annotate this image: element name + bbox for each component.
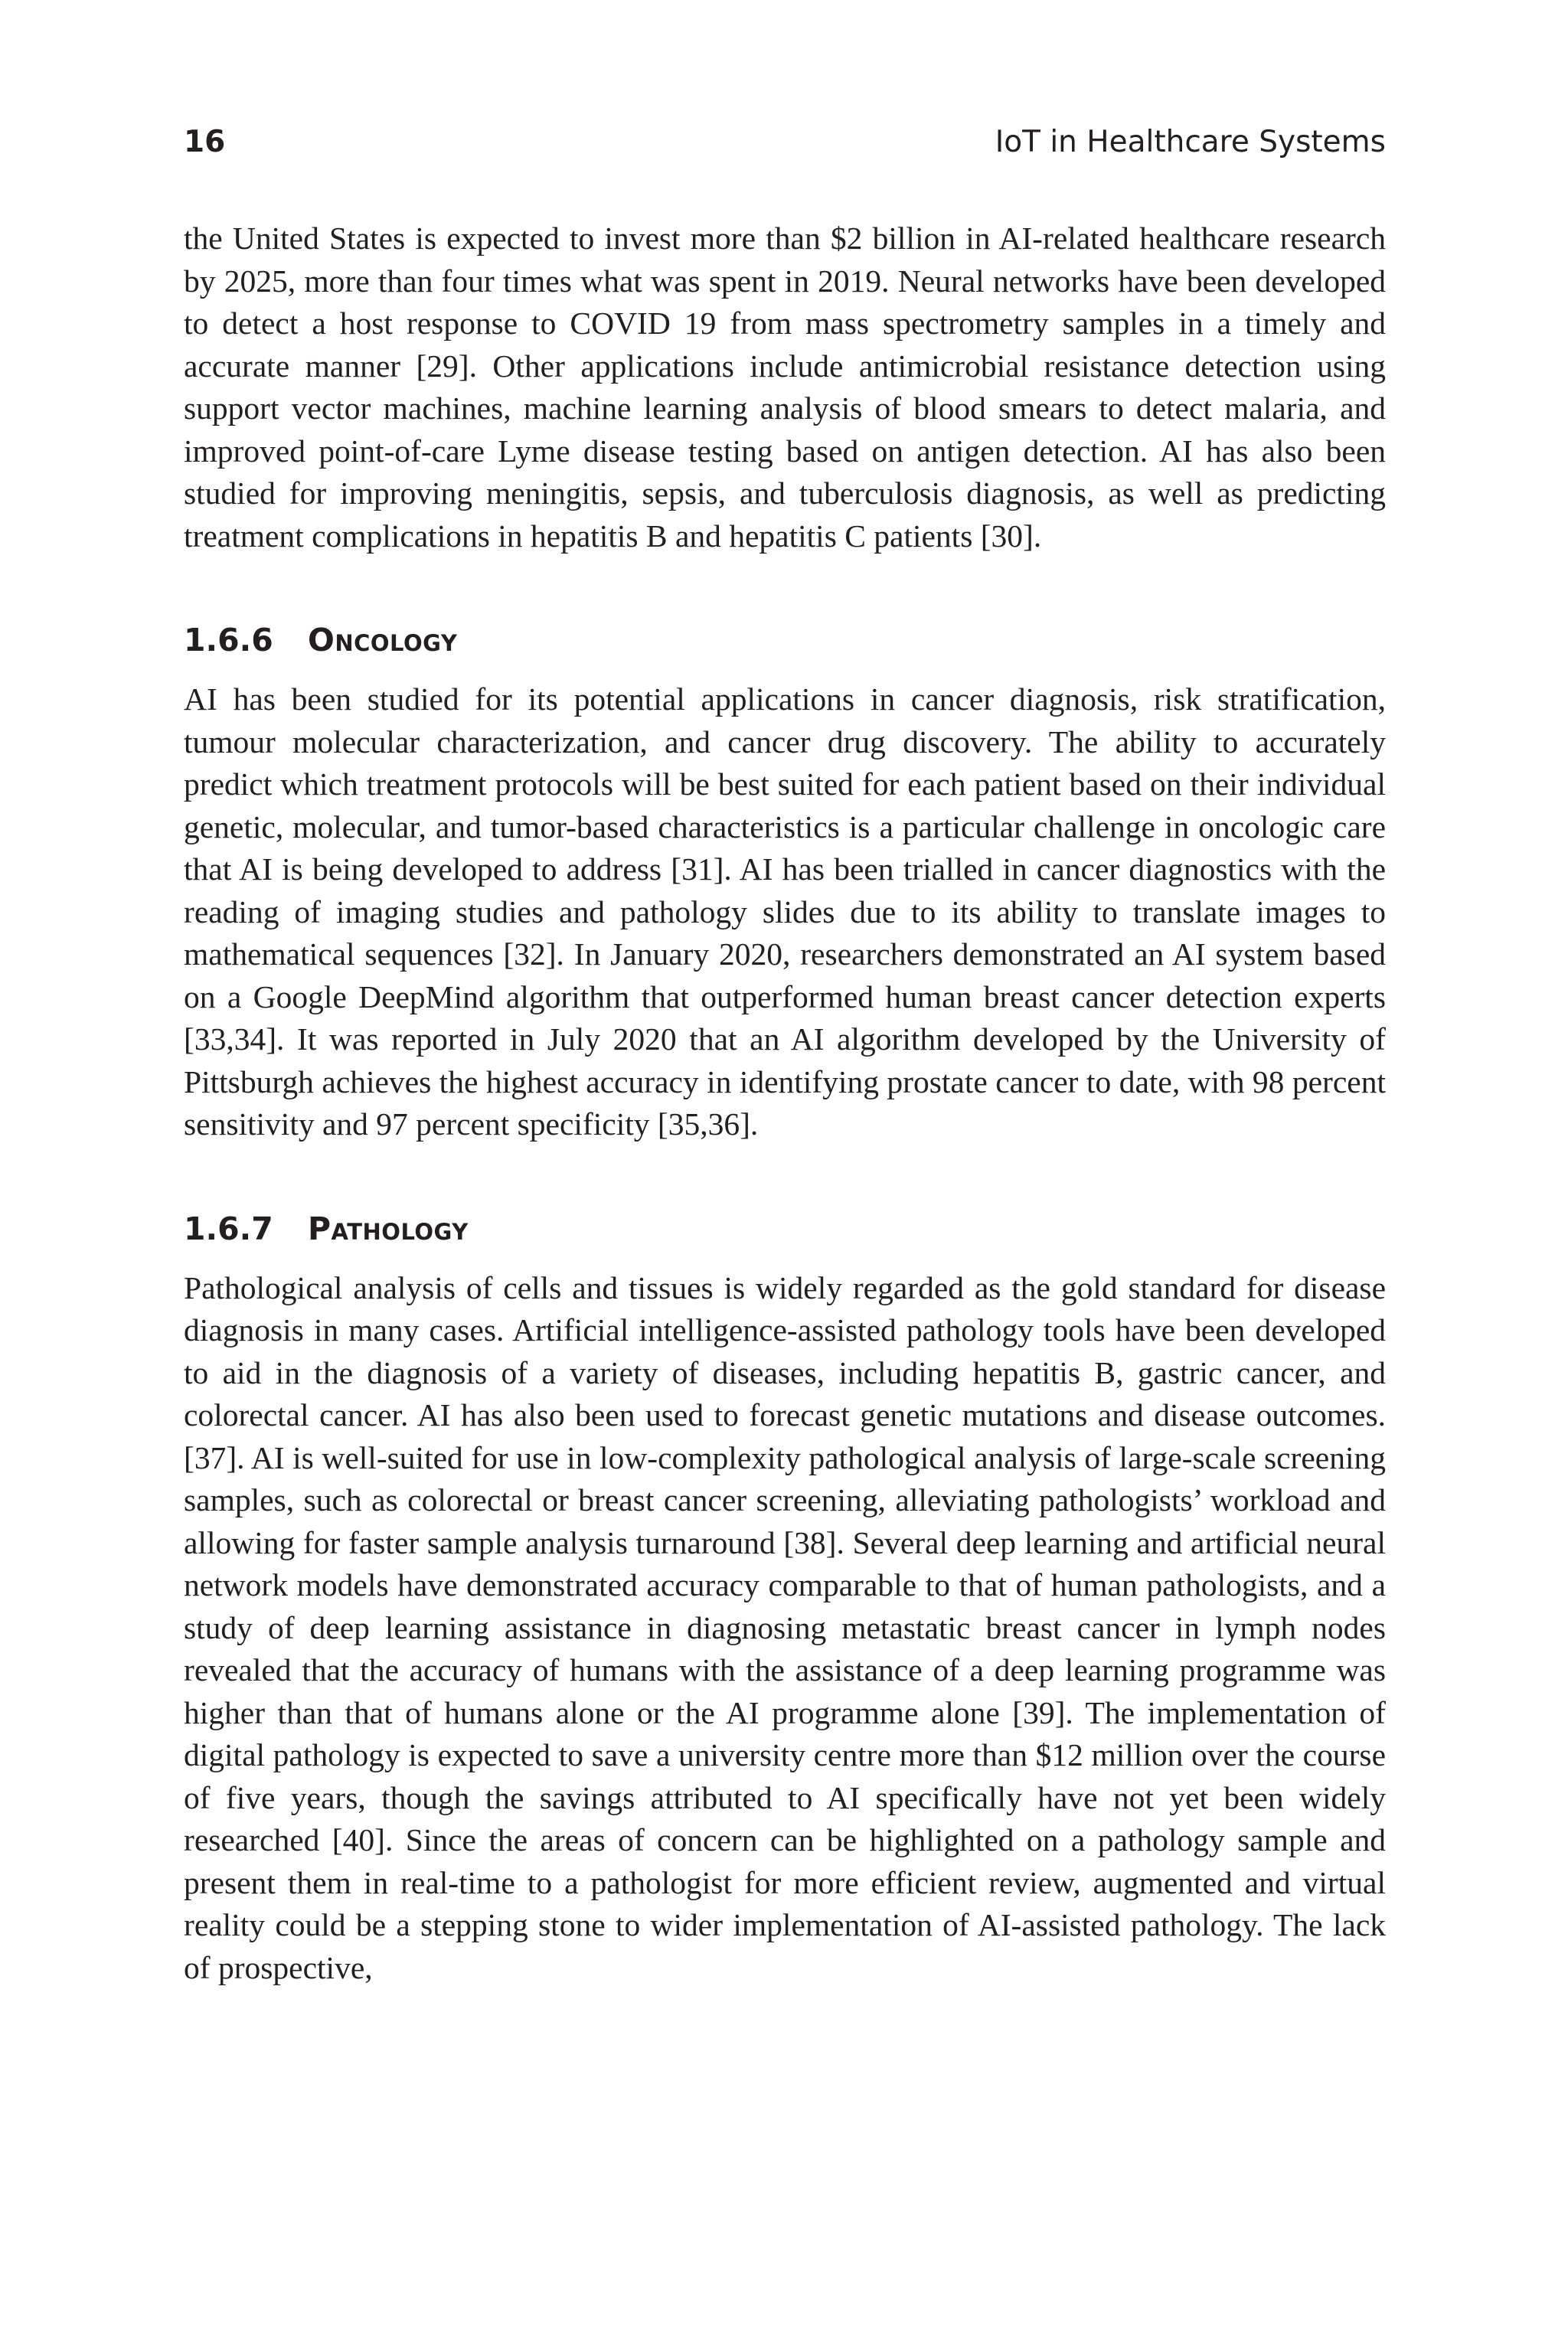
- section-title: Pathology: [308, 1210, 469, 1247]
- section-number: 1.6.6: [184, 622, 273, 658]
- intro-paragraph: the United States is expected to invest more than $2 billion in AI-related healthcare research by 2025, more than four times what was spent in 2019. Neural networks have been developed to detect a host response to COVID 19 from mass spectrometry samples in a timely and accurate manner [29]. Other applications include antimicrobial resistance detection using support vector machines, machine learning analysis of blood smears to detect malaria, and improved point-of-care Lyme disease testing based on antigen detection. AI has also been studied for improving meningitis, sepsis, and tuberculosis diagnosis, as well as predicting treatment complications in hepatitis B and hepatitis C patients [30].: [184, 220, 1386, 554]
- oncology-paragraph: AI has been studied for its potential applications in cancer diagnosis, risk stratification, tumour molecular characterization, and cancer drug discovery. The ability to accurately predict which treatment protocols will be best suited for each patient based on their individual genetic, molecular, and tumor-based characteristics is a particular challenge in oncologic care that AI is being developed to address [31]. AI has been trialled in cancer diagnostics with the reading of imaging studies and pathology slides due to its ability to translate images to mathematical sequences [32]. In January 2020, researchers demonstrated an AI system based on a Google DeepMind algorithm that outperformed human breast cancer detection experts [33,34]. It was reported in July 2020 that an AI algorithm developed by the University of Pittsburgh achieves the highest accuracy in identifying prostate cancer to date, with 98 percent sensitivity and 97 percent specificity [35,36].: [184, 681, 1386, 1142]
- section-heading-pathology: [184, 1206, 1386, 1252]
- section-number: 1.6.7: [184, 1210, 273, 1247]
- section-title: Oncology: [308, 622, 458, 658]
- page-body: [184, 217, 1386, 1989]
- running-title: IoT in Healthcare Systems: [995, 125, 1386, 159]
- page-number: 16: [184, 125, 226, 159]
- section-heading-oncology: [184, 617, 1386, 663]
- running-head: [184, 119, 1386, 165]
- pathology-paragraph: Pathological analysis of cells and tissues is widely regarded as the gold standard for disease diagnosis in many cases. Artificial intelligence-assisted pathology tools have been developed to aid in the diagnosis of a variety of diseases, including hepatitis B, gastric cancer, and colorectal cancer. AI has also been used to forecast genetic mutations and disease outcomes. [37]. AI is well-suited for use in low-complexity pathological analysis of large-scale screening samples, such as colorectal or breast cancer screening, alleviating pathologists’ workload and allowing for faster sample analysis turnaround [38]. Several deep learning and artificial neural network models have demonstrated accuracy comparable to that of human pathologists, and a study of deep learning assistance in diagnosing metastatic breast cancer in lymph nodes revealed that the accuracy of humans with the assistance of a deep learning programme was higher than that of humans alone or the AI programme alone [39]. The implementation of digital pathology is expected to save a university centre more than $12 million over the course of five years, though the savings attributed to AI specifically have not yet been widely researched [40]. Since the areas of concern can be highlighted on a pathology sample and present them in real-time to a pathologist for more efficient review, augmented and virtual reality could be a stepping stone to wider implementation of AI-assisted pathology. The lack of prospective,: [184, 1269, 1386, 1985]
